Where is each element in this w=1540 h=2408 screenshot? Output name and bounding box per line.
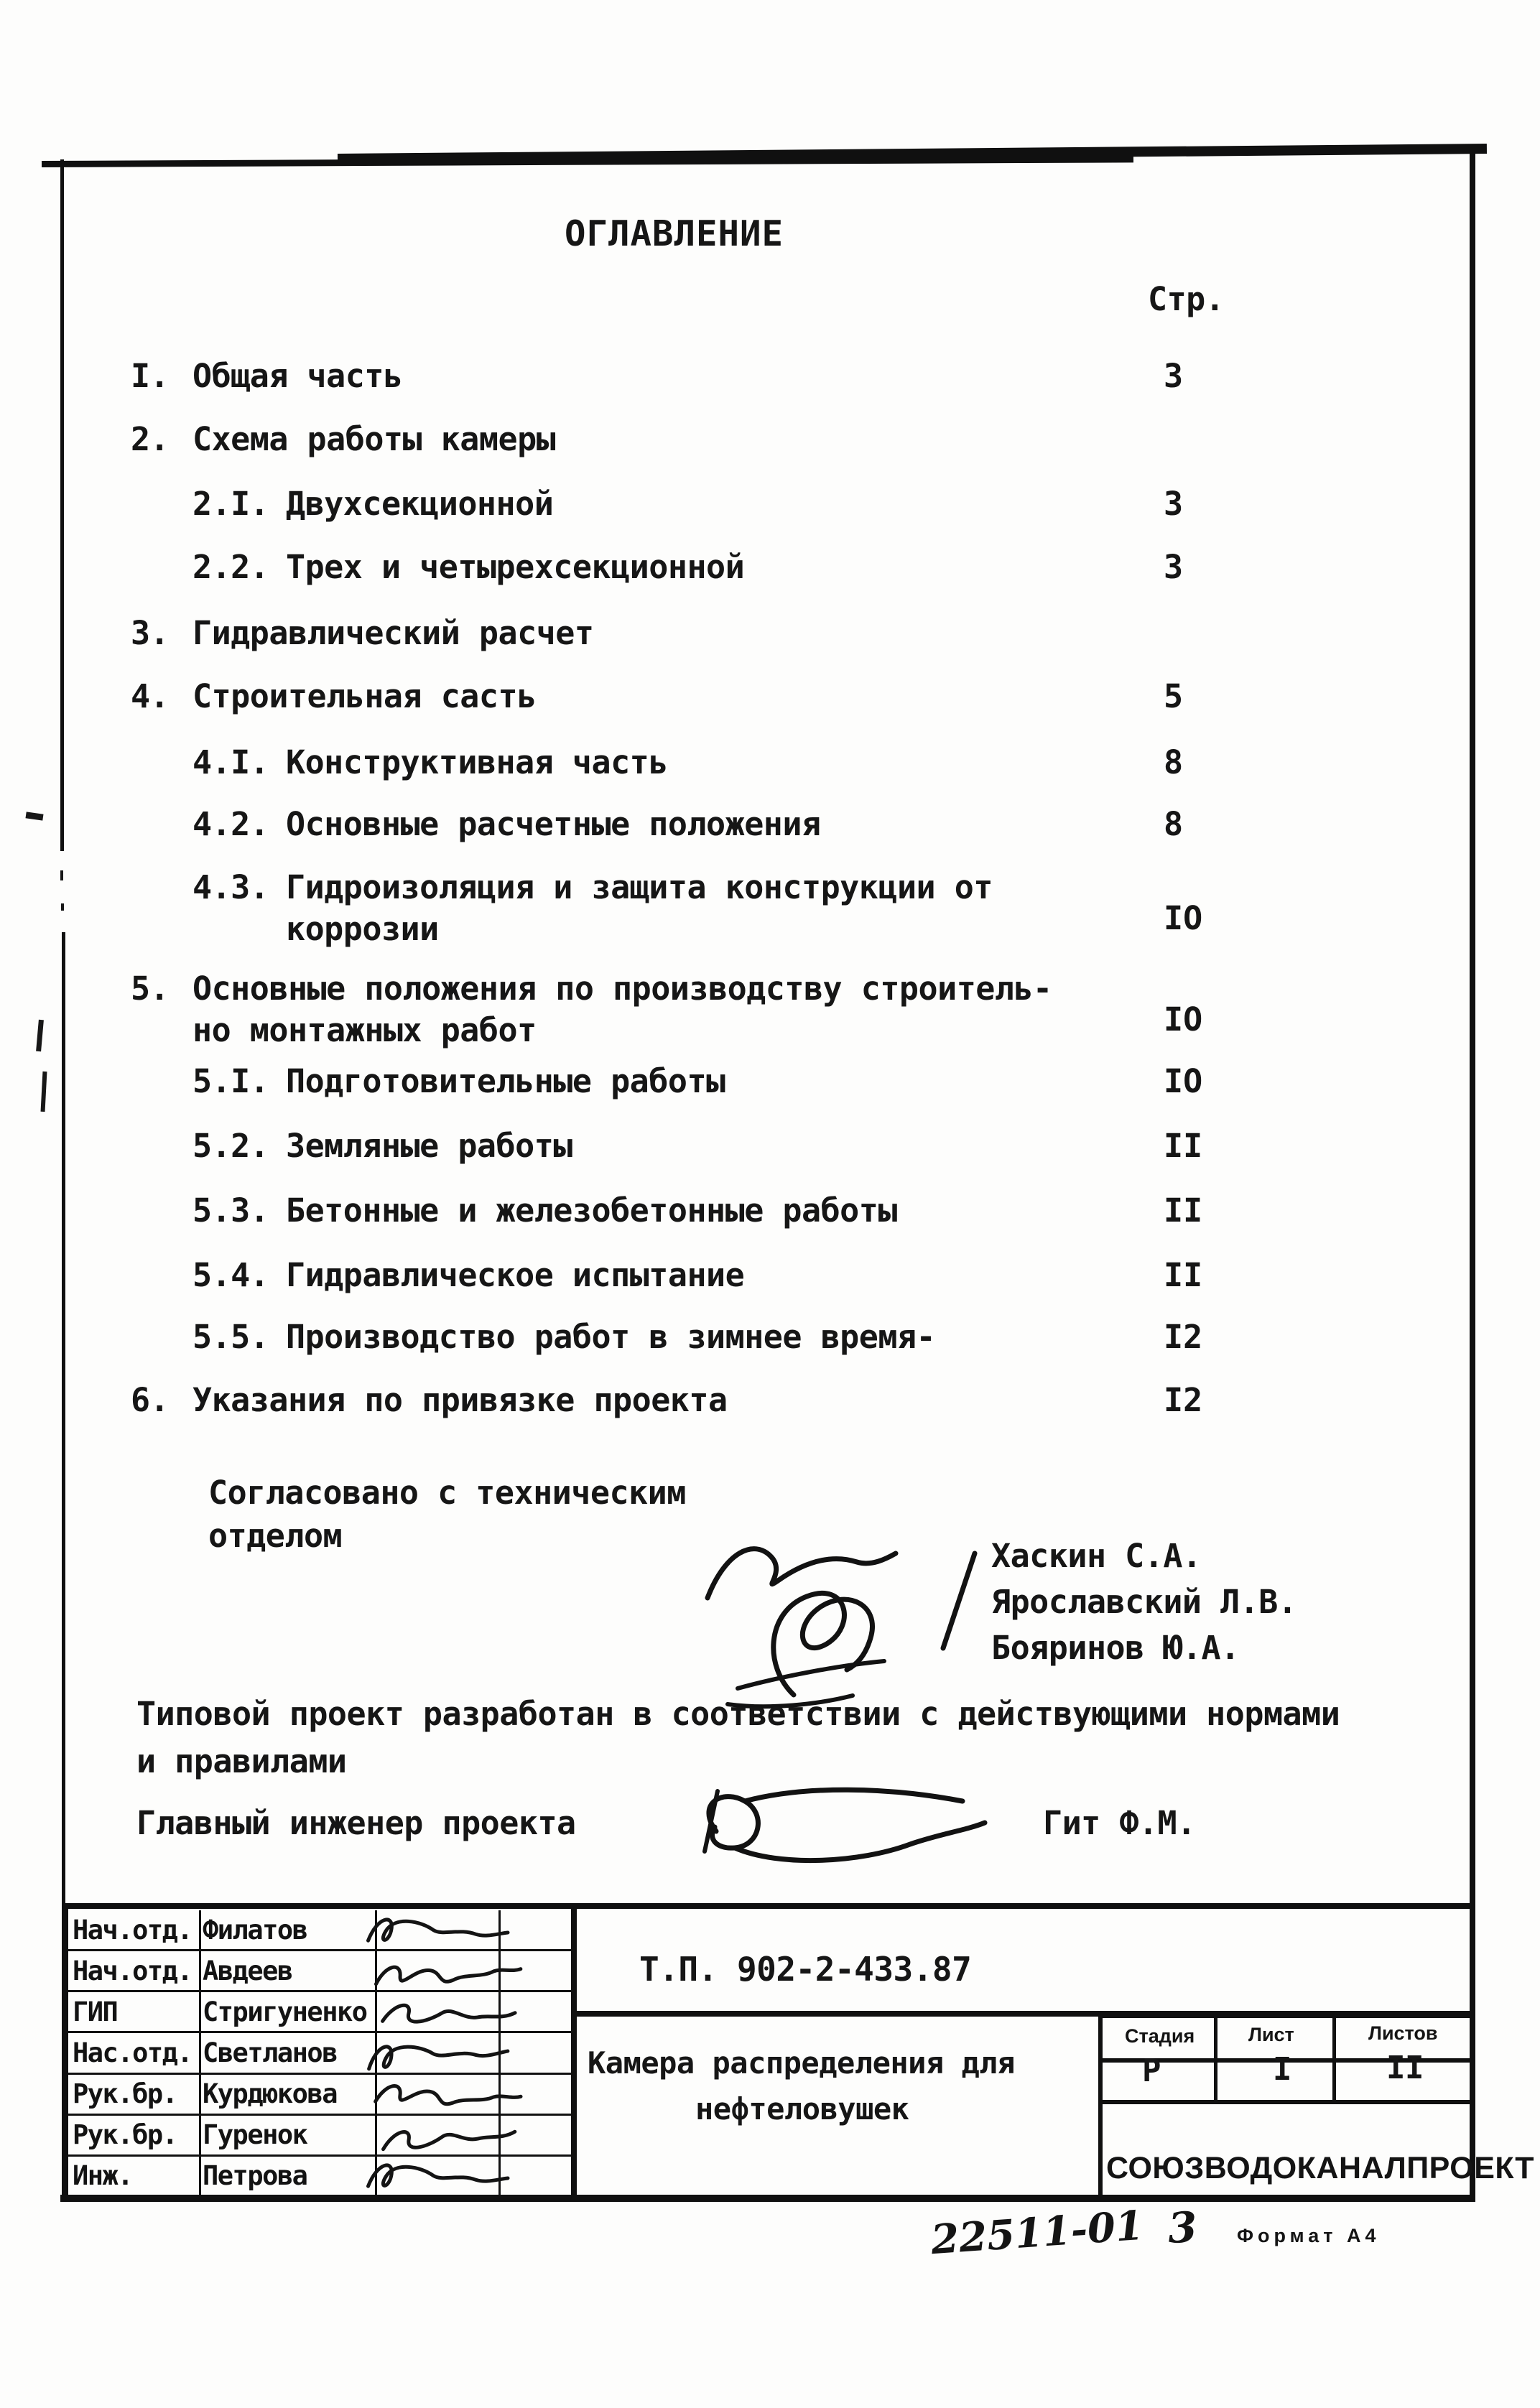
toc-item-label: Земляные работы [286, 1127, 572, 1165]
stamp-signature-cell [377, 2116, 501, 2154]
toc-page-number: 3 [1164, 548, 1184, 586]
toc-item-number: 5.5. [192, 1318, 269, 1356]
footer-sheet-number: 3 [1166, 2202, 1199, 2254]
toc-item-number: 5. [131, 970, 170, 1008]
toc-page-number: I2 [1164, 1318, 1203, 1356]
toc-item-label: Трех и четырехсекционной [286, 548, 745, 586]
statement-line-1: Типовой проект разработан в соответствии с действующими нормами [136, 1695, 1340, 1733]
stamp-signer-row [68, 1992, 575, 2033]
stamp-signature-cell [377, 1951, 501, 1990]
approval-line-1: Согласовано с техническим [208, 1474, 686, 1512]
stamp-empty-cell [501, 2033, 572, 2072]
toc-item-label: Конструктивная часть [286, 743, 668, 781]
toc-item-label: коррозии [286, 910, 439, 948]
stamp-signature-cell [377, 1992, 501, 2031]
stamp-doc-number: Т.П. 902-2-433.87 [639, 1950, 972, 1989]
toc-page-number: 8 [1164, 805, 1184, 843]
toc-item-label: Схема работы камеры [192, 420, 556, 458]
stamp-signer-name: Курдюкова [201, 2075, 377, 2114]
toc-item-number: 4.I. [192, 743, 269, 781]
stamp-signer-role: Нас.отд. [68, 2033, 201, 2072]
chief-engineer-label: Главный инженер проекта [136, 1804, 576, 1842]
stamp-signer-name: Гуренок [201, 2116, 377, 2154]
stamp-signer-name: Филатов [201, 1910, 377, 1949]
toc-item-number: 2.2. [192, 548, 269, 586]
toc-item-label: но монтажных работ [192, 1011, 537, 1049]
stamp-sheet-value: I [1273, 2051, 1291, 2088]
toc-page-number: IO [1164, 1062, 1203, 1100]
stamp-signer-role: Инж. [68, 2157, 201, 2195]
toc-item-label: Указания по привязке проекта [192, 1381, 728, 1419]
approval-line-2: отделом [208, 1517, 343, 1555]
stamp-empty-cell [501, 2075, 572, 2114]
stamp-signer-role: Рук.бр. [68, 2116, 201, 2154]
stamp-signer-row [68, 1910, 575, 1951]
toc-page-number: I2 [1164, 1381, 1203, 1419]
toc-item-label: Гидравлический расчет [192, 614, 594, 652]
toc-item-number: 3. [131, 614, 170, 652]
toc-item-label: Основные положения по производству строитель- [192, 970, 1052, 1008]
toc-item-label: Гидроизоляция и защита конструкции от [286, 868, 993, 906]
stamp-sheets-value: II [1386, 2050, 1424, 2086]
stamp-signer-role: Рук.бр. [68, 2075, 201, 2114]
stamp-stage-header: Стадия [1125, 2025, 1195, 2047]
stamp-empty-cell [501, 1951, 572, 1990]
toc-item-number: 4.2. [192, 805, 269, 843]
page-title: ОГЛАВЛЕНИЕ [565, 213, 784, 254]
stamp-signer-role: Нач.отд. [68, 1951, 201, 1990]
toc-item-number: 5.4. [192, 1256, 269, 1294]
toc-item-number: 4.3. [192, 868, 269, 906]
toc-item-number: 5.3. [192, 1191, 269, 1229]
page-column-header: Стр. [1148, 280, 1225, 318]
approval-signature [686, 1512, 1002, 1720]
stamp-signer-row [68, 2157, 575, 2198]
stamp-signer-row [68, 2075, 575, 2116]
toc-item-label: Гидравлическое испытание [286, 1256, 745, 1294]
statement-line-2: и правилами [136, 1742, 347, 1780]
stamp-small-table-top [1098, 2014, 1472, 2018]
toc-item-number: I. [131, 357, 170, 395]
stamp-signer-row [68, 1951, 575, 1992]
toc-item-label: Двухсекционной [286, 485, 554, 523]
stamp-subject-line-2: нефтеловушек [695, 2091, 909, 2126]
footer-inventory-number: 22511-01 [929, 2201, 1145, 2264]
approval-signatory-name: Хаскин С.А. [991, 1537, 1202, 1575]
stamp-empty-cell [501, 2157, 572, 2195]
chief-engineer-name: Гит Ф.М. [1043, 1804, 1196, 1842]
toc-page-number: IO [1164, 899, 1203, 937]
stamp-signature-cell [377, 2033, 501, 2072]
stamp-signer-name: Авдеев [201, 1951, 377, 1990]
toc-item-label: Основные расчетные положения [286, 805, 821, 843]
toc-item-number: 4. [131, 677, 170, 715]
toc-item-number: 5.2. [192, 1127, 269, 1165]
stamp-signer-row [68, 2116, 575, 2157]
stamp-small-table-values-line [1098, 2100, 1472, 2104]
toc-page-number: II [1164, 1191, 1203, 1229]
stamp-signature-cell [377, 1910, 501, 1949]
stamp-top-border [63, 1903, 1472, 1909]
toc-item-number: 5.I. [192, 1062, 269, 1100]
approval-signatory-name: Бояринов Ю.А. [991, 1629, 1240, 1667]
toc-item-label: Строительная састь [192, 677, 537, 715]
stamp-signature-cell [377, 2157, 501, 2195]
stamp-sheets-header: Листов [1368, 2022, 1438, 2044]
toc-item-number: 2. [131, 420, 170, 458]
stamp-divider-main [571, 1905, 577, 2200]
approval-signatory-name: Ярославский Л.В. [991, 1583, 1297, 1621]
stamp-signer-name: Петрова [201, 2157, 377, 2195]
toc-page-number: II [1164, 1127, 1203, 1165]
chief-engineer-signature [672, 1780, 995, 1887]
stamp-organization: СОЮЗВОДОКАНАЛПРОЕКТ [1106, 2151, 1534, 2185]
stamp-small-table-left [1098, 2014, 1103, 2199]
stamp-stage-value: Р [1142, 2053, 1161, 2089]
toc-item-number: 6. [131, 1381, 170, 1419]
stamp-subject-line-1: Камера распределения для [588, 2045, 1015, 2081]
stamp-signer-role: Нач.отд. [68, 1910, 201, 1949]
toc-page-number: IO [1164, 1000, 1203, 1038]
stamp-signer-table [68, 1910, 575, 2198]
toc-page-number: 8 [1164, 743, 1184, 781]
footer-format-label: Формат А4 [1237, 2225, 1381, 2246]
toc-item-label: Бетонные и железобетонные работы [286, 1191, 897, 1229]
stamp-sheet-header: Лист [1248, 2024, 1294, 2045]
stamp-signer-row [68, 2033, 575, 2074]
toc-item-label: Общая часть [192, 357, 403, 395]
stamp-signer-name: Светланов [201, 2033, 377, 2072]
stamp-empty-cell [501, 2116, 572, 2154]
toc-item-label: Подготовительные работы [286, 1062, 725, 1100]
stamp-signer-name: Стригуненко [201, 1992, 377, 2031]
stamp-empty-cell [501, 1992, 572, 2031]
toc-item-label: Производство работ в зимнее время- [286, 1318, 936, 1356]
toc-page-number: II [1164, 1256, 1203, 1294]
toc-page-number: 3 [1164, 485, 1184, 523]
toc-page-number: 5 [1164, 677, 1184, 715]
toc-item-number: 2.I. [192, 485, 269, 523]
stamp-signer-role: ГИП [68, 1992, 201, 2031]
toc-page-number: 3 [1164, 357, 1184, 395]
stamp-empty-cell [501, 1910, 572, 1949]
stamp-signature-cell [377, 2075, 501, 2114]
